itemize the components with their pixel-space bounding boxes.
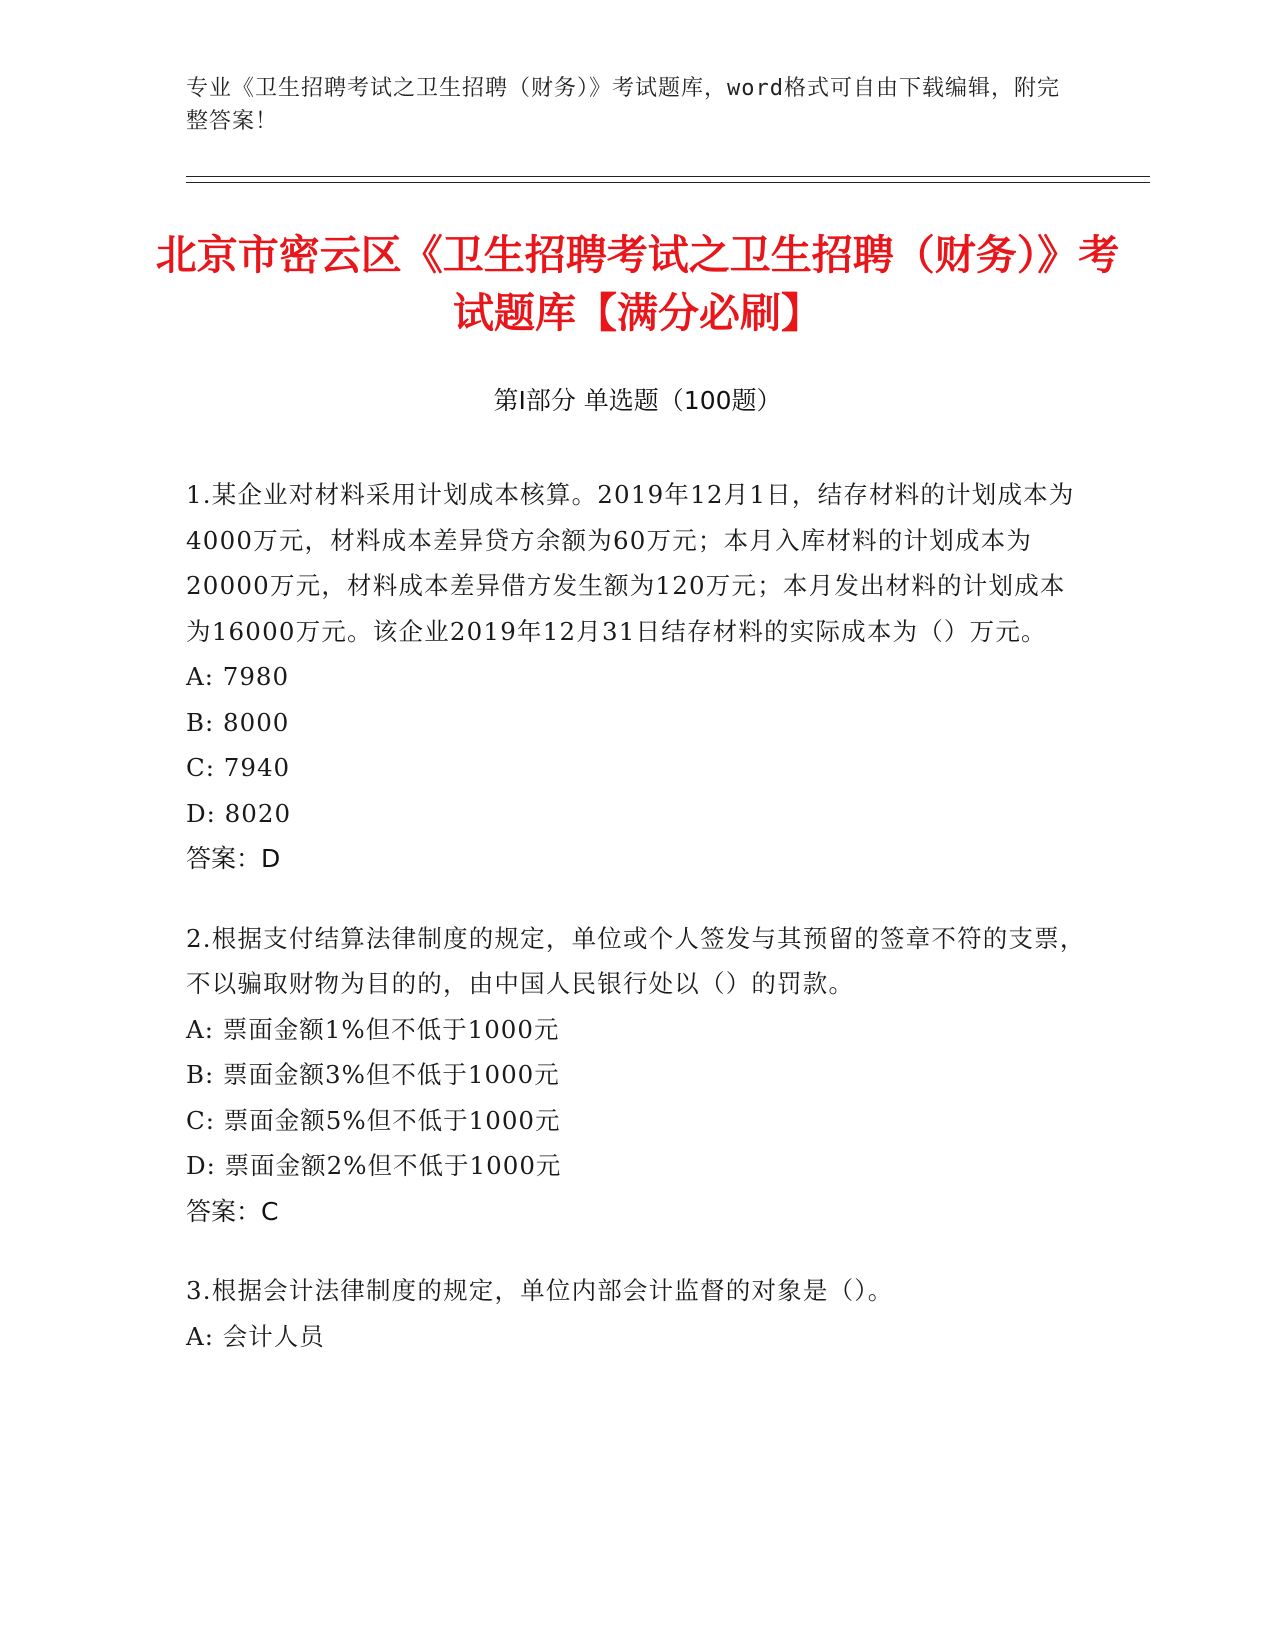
question-2	[186, 916, 1086, 1235]
option-b: B: 票面金额3%但不低于1000元	[186, 1060, 560, 1089]
header-note: 专业《卫生招聘考试之卫生招聘（财务）》考试题库，word格式可自由下载编辑，附完整答案！	[186, 76, 1060, 134]
section-heading: 第I部分 单选题（100题）	[493, 386, 782, 415]
question-stem: 2.根据支付结算法律制度的规定，单位或个人签发与其预留的签章不符的支票，不以骗取财物为目的的，由中国人民银行处以（）的罚款。	[186, 923, 1086, 998]
option-a: A: 7980	[186, 662, 290, 691]
option-d: D: 8020	[186, 798, 292, 828]
option-c: C: 票面金额5%但不低于1000元	[186, 1105, 561, 1135]
answer: 答案：D	[186, 844, 281, 873]
answer: 答案：C	[186, 1196, 279, 1226]
header-divider-top	[186, 176, 1150, 177]
question-stem: 3.根据会计法律制度的规定，单位内部会计监督的对象是（）。	[186, 1276, 894, 1305]
option-c: C: 7940	[186, 753, 291, 782]
option-a: A: 票面金额1%但不低于1000元	[186, 1014, 560, 1044]
document-title: 北京市密云区《卫生招聘考试之卫生招聘（财务）》考试题库【满分必刷】	[155, 231, 1120, 337]
option-d: D: 票面金额2%但不低于1000元	[186, 1151, 562, 1180]
question-1	[186, 472, 1086, 882]
option-a: A: 会计人员	[186, 1321, 325, 1351]
question-3	[186, 1268, 1086, 1359]
option-b: B: 8000	[186, 707, 290, 737]
question-list	[186, 472, 1086, 1393]
header-divider-bottom	[186, 182, 1150, 183]
question-stem: 1.某企业对材料采用计划成本核算。2019年12月1日，结存材料的计划成本为4000万元，材料成本差异贷方余额为60万元；本月入库材料的计划成本为20000万元，材料成本差异借方发生额为120万元；本月发出材料的计划成本为16000万元。该企业2019年12月31日结存材料的实际成本为（）万元。	[186, 480, 1075, 646]
